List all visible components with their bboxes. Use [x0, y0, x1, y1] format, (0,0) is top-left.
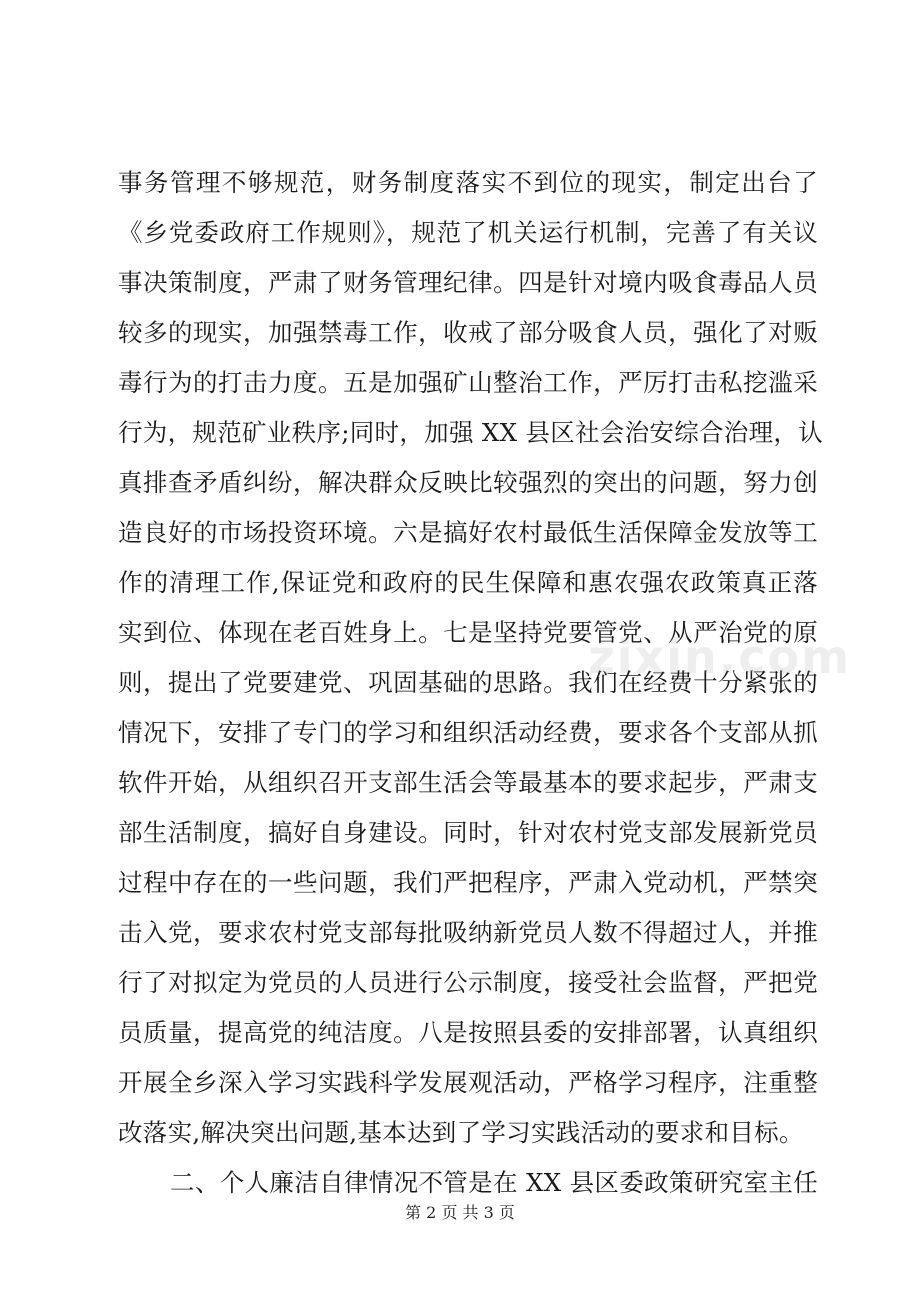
text-line: 过程中存在的一些问题，我们严把程序，严肃入党动机，严禁突	[118, 868, 818, 897]
text-line: 情况下，安排了专门的学习和组织活动经费，要求各个支部从抓	[118, 718, 818, 747]
text-line: 改落实,解决突出问题,基本达到了学习实践活动的要求和目标。	[118, 1118, 804, 1147]
text-line: 软件开始，从组织召开支部生活会等最基本的要求起步，严肃支	[118, 768, 818, 797]
text-line: 则，提出了党要建党、巩固基础的思路。我们在经费十分紧张的	[118, 668, 818, 697]
text-line: 《乡党委政府工作规则》，规范了机关运行机制，完善了有关议	[118, 218, 818, 247]
text-line: 员质量，提高党的纯洁度。八是按照县委的安排部署，认真组织	[118, 1018, 818, 1047]
text-line: 开展全乡深入学习实践科学发展观活动，严格学习程序，注重整	[118, 1068, 818, 1097]
text-line: 毒行为的打击力度。五是加强矿山整治工作，严厉打击私挖滥采	[118, 368, 818, 397]
page-footer: 第 2 页 共 3 页	[405, 1203, 515, 1222]
text-line: 较多的现实，加强禁毒工作，收戒了部分吸食人员，强化了对贩	[118, 318, 818, 347]
text-line: 部生活制度，搞好自身建设。同时，针对农村党支部发展新党员	[118, 818, 818, 847]
text-line: 作的清理工作,保证党和政府的民生保障和惠农强农政策真正落	[118, 568, 818, 597]
text-line: 实到位、体现在老百姓身上。七是坚持党要管党、从严治党的原	[118, 618, 818, 647]
text-line: 行为，规范矿业秩序;同时，加强 XX 县区社会治安综合治理，认	[118, 418, 824, 447]
watermark: zixin.com	[588, 630, 852, 684]
text-line: 真排查矛盾纠纷，解决群众反映比较强烈的突出的问题，努力创	[118, 468, 818, 497]
text-line: 行了对拟定为党员的人员进行公示制度，接受社会监督，严把党	[118, 968, 818, 997]
section-heading-line: 二、个人廉洁自律情况不管是在 XX 县区委政策研究室主任	[170, 1168, 818, 1197]
text-line: 事务管理不够规范，财务制度落实不到位的现实，制定出台了	[118, 168, 818, 197]
text-line: 事决策制度，严肃了财务管理纪律。四是针对境内吸食毒品人员	[118, 268, 818, 297]
text-line: 击入党，要求农村党支部每批吸纳新党员人数不得超过人，并推	[118, 918, 818, 947]
text-line: 造良好的市场投资环境。六是搞好农村最低生活保障金发放等工	[118, 518, 818, 547]
